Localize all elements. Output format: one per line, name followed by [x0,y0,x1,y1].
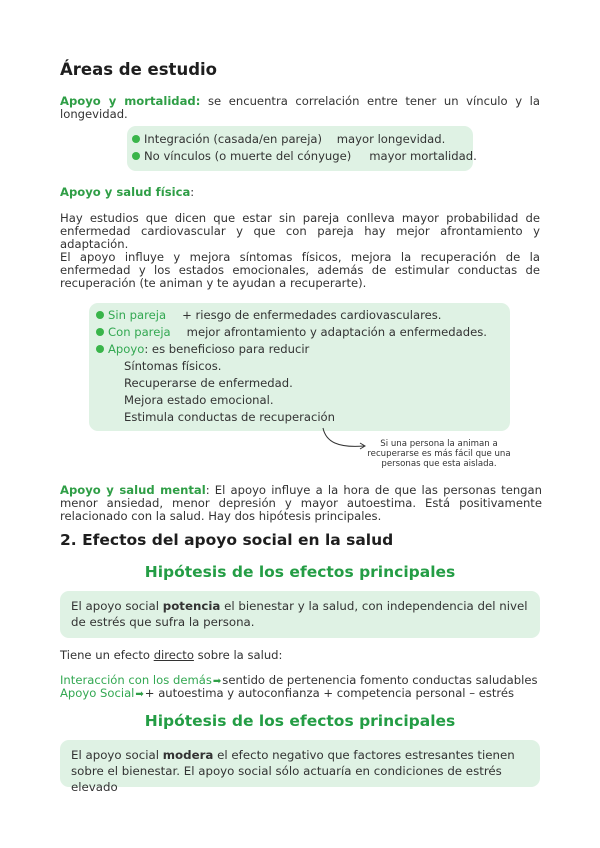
bullet-dot-icon [96,328,104,336]
list-item: Con pareja mejor afrontamiento y adaptación a enfermedades. [96,324,487,341]
bullet-dot-icon [96,345,104,353]
arrow-right-icon: ➡ [135,689,144,700]
side-note: Si una persona la animan a recuperarse es más fácil que una personas que esta aislada. [367,439,511,469]
paragraph-fisica-1: Hay estudios que dicen que estar sin pareja conlleva mayor probabilidad de enfermedad cardiovascular y que con pareja hay mejor afrontamiento y adaptación. [60,211,540,251]
section-title-areas: Áreas de estudio [60,60,217,79]
sub-item: Recuperarse de enfermedad. [124,376,293,390]
fisica-box [89,303,510,431]
section-title-efectos: 2. Efectos del apoyo social en la salud [60,531,394,549]
bullet-dot-icon [96,311,104,319]
arrow-right-icon [352,149,368,166]
list-item: Sin pareja + riesgo de enfermedades cardiovasculares. [96,307,441,324]
heading-fisica: Apoyo y salud física: [60,185,195,199]
arrow-right-icon: ➡ [212,676,222,687]
paragraph-mental: Apoyo y salud mental: El apoyo influye a la hora de que las personas tengan menor ansiedad, menor depresión y mayor autoestima. Está positivamente relacionado con la salud. Hay dos hipótesis principales. [60,483,542,523]
paragraph-mortalidad [60,95,540,121]
bullet-dot-icon [132,152,140,160]
hypothesis-box-1: El apoyo social potencia el bienestar y la salud, con independencia del nivel de estrés que sufra la persona. [60,591,540,638]
list-item: Integración (casada/en pareja) mayor longevidad. [132,131,445,149]
text-mortalidad: se encuentra correlación entre tener un vínculo y la longevidad. [60,94,540,121]
hypothesis-title-1: Hipótesis de los efectos principales [144,563,456,581]
label-mortalidad: Apoyo y mortalidad: [60,94,201,108]
arrow-right-icon [323,132,336,149]
bullet-dot-icon [132,135,140,143]
hypothesis-title-2: Hipótesis de los efectos principales [144,712,456,730]
hypothesis-box-2: El apoyo social modera el efecto negativo que factores estresantes tienen sobre el bienestar. El apoyo social sólo actuaría en condiciones de estrés elevado [60,740,540,787]
list-item: No vínculos (o muerte del cónyuge) mayor mortalidad. [132,148,477,166]
sub-item: Estimula conductas de recuperación [124,410,336,424]
sub-item: Síntomas físicos. [124,359,222,373]
mortalidad-box [127,126,477,171]
paragraph-fisica-2: El apoyo influye y mejora síntomas físicos, mejora la recuperación de la enfermedad y los estados emocionales, además de estimular conductas de recuperación (te animan y te ayudan a recuperarte). [60,250,540,290]
interaction-line: Interacción con los demás➡sentido de pertenencia fomento conductas saludables [60,673,538,687]
list-item: Apoyo: es beneficioso para reducir [96,341,309,358]
support-line: Apoyo Social➡+ autoestima y autoconfianza + competencia personal – estrés [60,686,515,700]
sub-item: Mejora estado emocional. [124,393,274,407]
effect-line: Tiene un efecto directo sobre la salud: [60,648,283,662]
